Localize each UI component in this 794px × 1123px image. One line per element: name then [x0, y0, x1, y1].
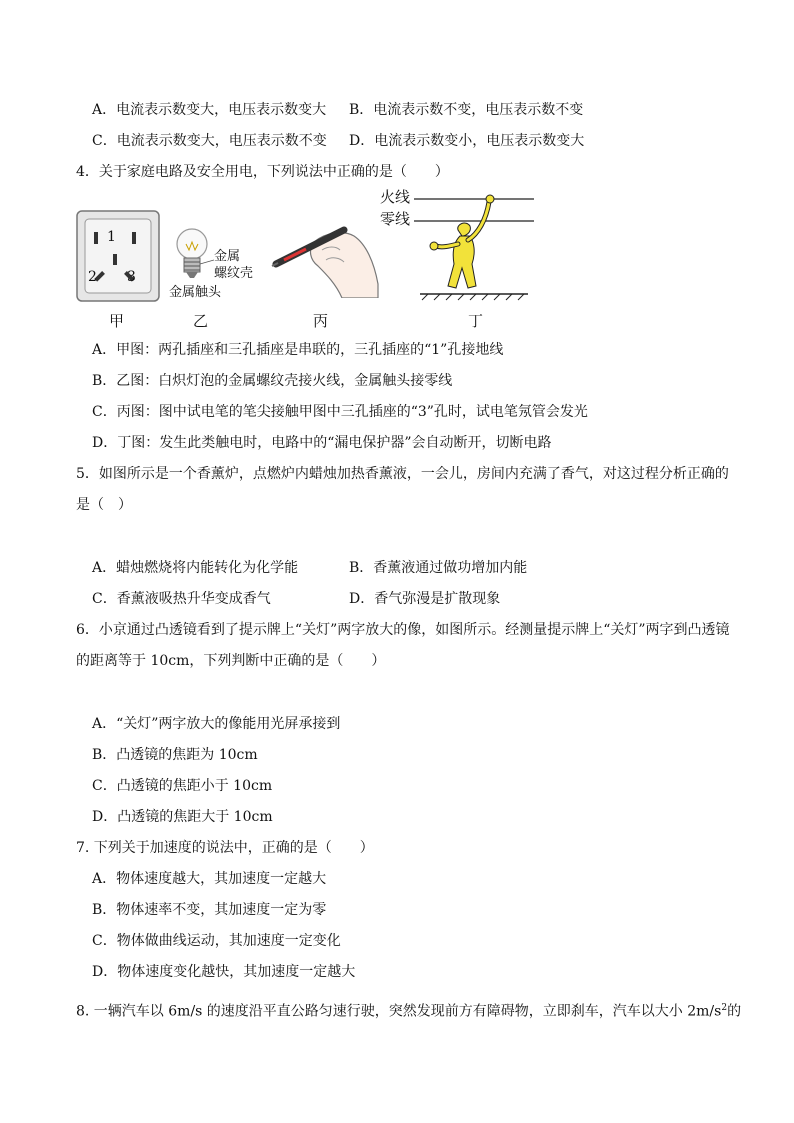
figure-label-ding: 丁	[468, 312, 484, 330]
test-pen-figure	[270, 214, 382, 298]
q5-option-a: A．蜡烛燃烧将内能转化为化学能	[92, 560, 299, 576]
socket-figure	[76, 210, 160, 302]
bulb-contact-label: 金属触头	[169, 285, 222, 300]
q4-option-c: C．丙图：图中试电笔的笔尖接触甲图中三孔插座的“3”孔时，试电笔氖管会发光	[92, 404, 588, 420]
q8-stem-text: 8. 一辆汽车以 6m/s 的速度沿平直公路匀速行驶，突然发现前方有障碍物，立即刹车，汽车以大小 2m/s	[76, 1003, 722, 1020]
q6-stem-line2: 的距离等于 10cm，下列判断中正确的是（ ）	[76, 653, 386, 669]
bulb-shell-label-1: 金属	[214, 249, 241, 264]
bulb-shell-label-2: 螺纹壳	[214, 266, 254, 281]
q7-stem: 7. 下列关于加速度的说法中，正确的是（ ）	[76, 840, 374, 856]
socket-hole-2: 2	[88, 269, 97, 285]
q4-stem: 4．关于家庭电路及安全用电，下列说法中正确的是（ ）	[76, 164, 449, 180]
neutral-wire-label: 零线	[380, 210, 411, 228]
q4-option-d: D．丁图：发生此类触电时，电路中的“漏电保护器”会自动断开，切断电路	[92, 435, 552, 451]
q6-stem-line1: 6．小京通过凸透镜看到了提示牌上“关灯”两字放大的像，如图所示。经测量提示牌上“关灯”两字到凸透镜	[76, 622, 730, 638]
q8-stem-superscript: 2	[721, 1003, 728, 1013]
q6-option-d: D．凸透镜的焦距大于 10cm	[92, 809, 273, 825]
q6-option-b: B．凸透镜的焦距为 10cm	[92, 747, 258, 763]
figure-label-yi: 乙	[193, 312, 209, 330]
q5-option-b: B．香薰液通过做功增加内能	[349, 560, 528, 576]
q3-option-d: D．电流表示数变小，电压表示数变大	[349, 133, 585, 149]
socket-hole-1: 1	[107, 229, 116, 245]
q4-option-a: A．甲图：两孔插座和三孔插座是串联的，三孔插座的“1”孔接地线	[92, 342, 504, 358]
live-wire-label: 火线	[380, 188, 411, 206]
q3-option-a: A．电流表示数变大，电压表示数变大	[92, 102, 327, 118]
figure-label-bing: 丙	[313, 312, 329, 330]
bulb-figure	[170, 226, 214, 292]
q5-stem-line2: 是（ ）	[76, 497, 132, 513]
electric-shock-figure	[410, 190, 536, 304]
q5-option-d: D．香气弥漫是扩散现象	[349, 591, 501, 607]
q5-option-c: C．香薰液吸热升华变成香气	[92, 591, 271, 607]
q5-stem-line1: 5．如图所示是一个香薰炉，点燃炉内蜡烛加热香薰液，一会儿，房间内充满了香气，对这过程分析正确的	[76, 466, 729, 482]
q8-stem	[76, 999, 741, 1021]
q7-option-d: D．物体速度变化越快，其加速度一定越大	[92, 964, 356, 980]
q7-option-c: C．物体做曲线运动，其加速度一定变化	[92, 933, 341, 949]
q7-option-b: B．物体速率不变，其加速度一定为零	[92, 902, 327, 918]
q7-option-a: A．物体速度越大，其加速度一定越大	[92, 871, 327, 887]
q4-option-b: B．乙图：白炽灯泡的金属螺纹壳接火线，金属触头接零线	[92, 373, 453, 389]
q6-option-a: A．“关灯”两字放大的像能用光屏承接到	[92, 716, 341, 732]
figure-label-jia: 甲	[109, 312, 125, 330]
socket-hole-3: 3	[127, 269, 136, 285]
q8-stem-tail: 的	[727, 1003, 742, 1020]
q6-option-c: C．凸透镜的焦距小于 10cm	[92, 778, 273, 794]
q3-option-b: B．电流表示数不变，电压表示数不变	[349, 102, 584, 118]
q3-option-c: C．电流表示数变大，电压表示数不变	[92, 133, 327, 149]
